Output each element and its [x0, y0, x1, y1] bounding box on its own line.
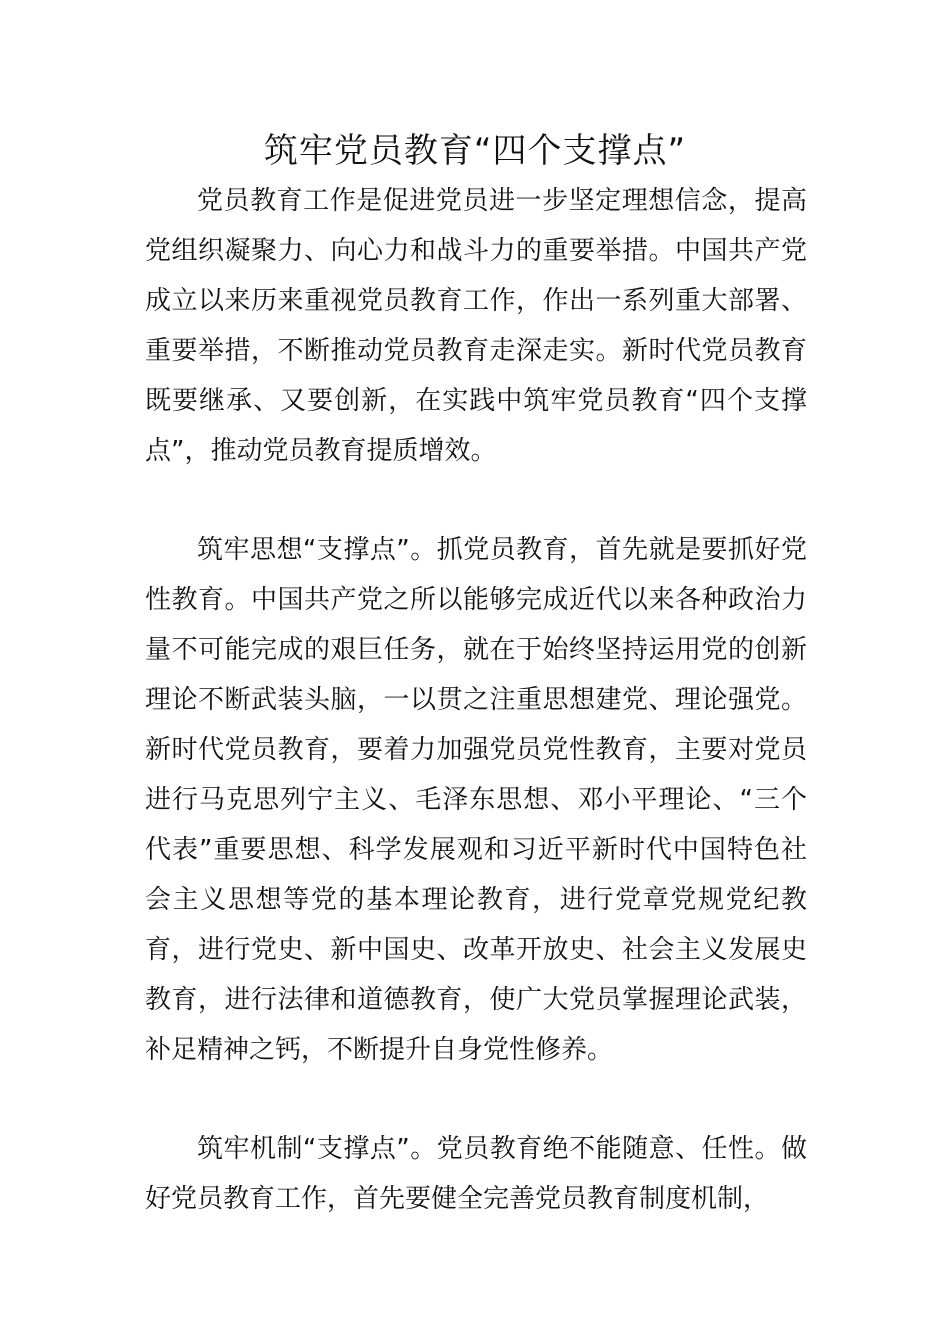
paragraph-mechanism-support: 筑牢机制“支撑点”。党员教育绝不能随意、任性。做好党员教育工作，首先要健全完善党员教育制度机制，	[145, 1134, 807, 1214]
document-title: 筑牢党员教育“四个支撑点”	[263, 131, 687, 171]
paragraph-intro: 党员教育工作是促进党员进一步坚定理想信念，提高党组织凝聚力、向心力和战斗力的重要举措。中国共产党成立以来历来重视党员教育工作，作出一系列重大部署、重要举措，不断推动党员教育走深走实。新时代党员教育既要继承、又要创新，在实践中筑牢党员教育“四个支撑点”，推动党员教育提质增效。	[145, 186, 807, 466]
paragraph-thought-support: 筑牢思想“支撑点”。抓党员教育，首先就是要抓好党性教育。中国共产党之所以能够完成近代以来各种政治力量不可能完成的艰巨任务，就在于始终坚持运用党的创新理论不断武装头脑，一以贯之注重思想建党、理论强党。新时代党员教育，要着力加强党员党性教育，主要对党员进行马克思列宁主义、毛泽东思想、邓小平理论、“三个代表”重要思想、科学发展观和习近平新时代中国特色社会主义思想等党的基本理论教育，进行党章党规党纪教育，进行党史、新中国史、改革开放史、社会主义发展史教育，进行法律和道德教育，使广大党员掌握理论武装，补足精神之钙，不断提升自身党性修养。	[145, 535, 807, 1065]
